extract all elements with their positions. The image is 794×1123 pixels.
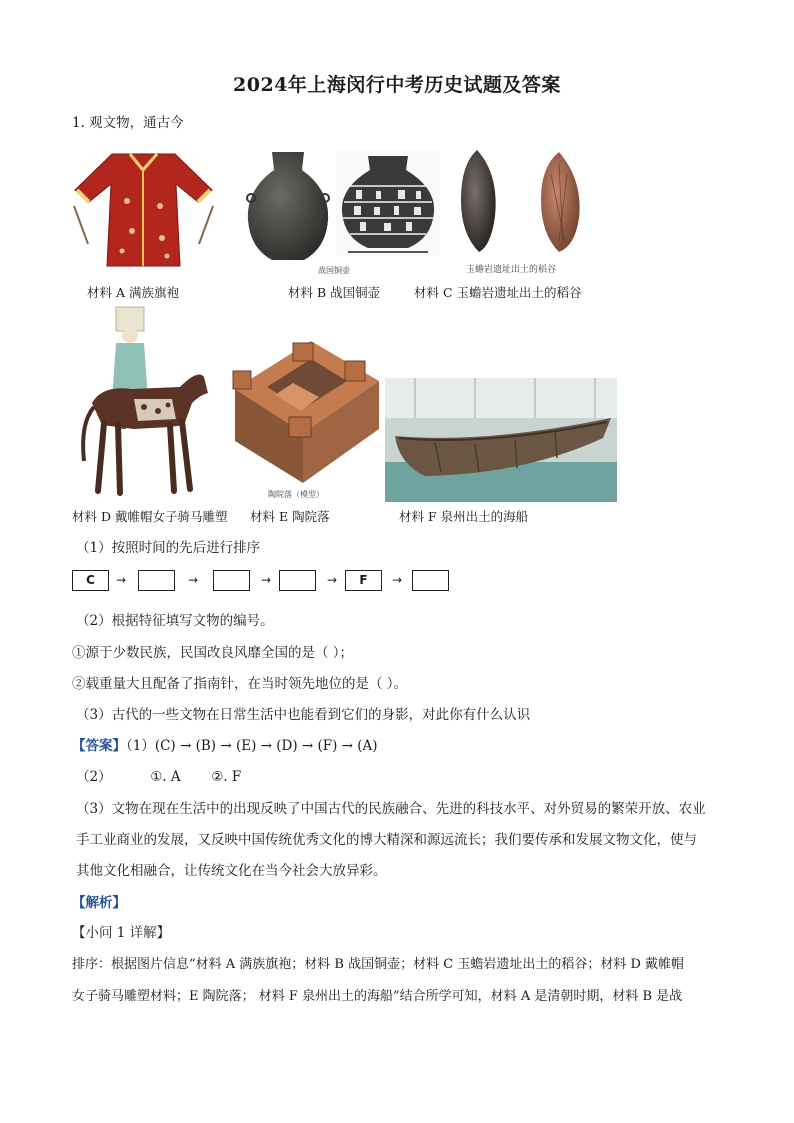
rice-image-caption: 玉蟾岩遗址出土的稻谷 (466, 265, 557, 275)
answer-3-line-3: 其他文化相融合，让传统文化在当今社会大放异彩。 (76, 863, 387, 879)
answer-2-b: ②. F (211, 769, 242, 785)
question-intro: 1. 观文物，通古今 (72, 115, 184, 131)
answer-3-line-1: （3）文物在现在生活中的出现反映了中国古代的民族融合、先进的科技水平、对外贸易的繁荣开放、农业 (76, 801, 706, 817)
answer-label: 【答案】 (72, 738, 126, 754)
material-b-bronze-pot-image (244, 148, 332, 264)
caption-material-b: 材料 B 战国铜壶 (288, 285, 381, 300)
subquestion-1-label: 【小问 1 详解】 (72, 925, 171, 941)
detail-line-1: 排序：根据图片信息“材料 A 满族旗袍；材料 B 战国铜壶；材料 C 玉蟾岩遗址出土的稻谷；材料 D 戴帷帽 (72, 957, 685, 972)
material-c-rice-image (455, 144, 595, 256)
part2-question-1: ①源于少数民族，民国改良风靡全国的是（ ）； (72, 645, 354, 661)
answer-row (72, 734, 378, 754)
material-b-rubbing-image (336, 150, 440, 256)
material-d-horse-rider-image (72, 303, 215, 503)
answer-2-a: ①. A (150, 769, 181, 785)
sequence-box-3[interactable] (213, 570, 250, 591)
answer-2-row (76, 765, 241, 785)
sequence-arrow: → (188, 573, 199, 587)
part2-question-2: ②载重量大且配备了指南针，在当时领先地位的是（ ）。 (72, 676, 408, 692)
answer-3-line-2: 手工业商业的发展，又反映中国传统优秀文化的博大精深和源远流长；我们要传承和发展文物文化，使与 (76, 832, 697, 848)
caption-material-c: 材料 C 玉蟾岩遗址出土的稻谷 (414, 285, 582, 300)
answer-1: （1）(C) → (B) → (E) → (D) → (F) → (A) (126, 738, 378, 754)
sequence-box-1[interactable]: C (72, 570, 109, 591)
part1-prompt: （1）按照时间的先后进行排序 (76, 540, 261, 556)
sequence-arrow: → (116, 573, 127, 587)
material-f-ship-image (385, 378, 617, 502)
detail-line-2: 女子骑马雕塑材料；E 陶院落； 材料 F 泉州出土的海船”结合所学可知，材料 A 是清朝时期，材料 B 是战 (72, 989, 683, 1004)
sequence-box-4[interactable] (279, 570, 316, 591)
material-e-courtyard-image (215, 325, 383, 505)
sequence-arrow: → (392, 573, 403, 587)
caption-material-a: 材料 A 满族旗袍 (87, 285, 179, 300)
courtyard-image-caption: 陶院落（模型） (268, 490, 324, 499)
sequence-box-5[interactable]: F (345, 570, 382, 591)
sequence-arrow: → (327, 573, 338, 587)
part3-prompt: （3）古代的一些文物在日常生活中也能看到它们的身影，对此你有什么认识 (76, 707, 531, 723)
caption-material-e: 材料 E 陶院落 (250, 509, 330, 524)
page-title: 2024年上海闵行中考历史试题及答案 (233, 74, 561, 96)
sequence-box-6[interactable] (412, 570, 449, 591)
answer-2-label: （2） (76, 769, 112, 785)
caption-material-f: 材料 F 泉州出土的海船 (399, 509, 529, 524)
material-a-robe-image (72, 146, 215, 271)
part2-prompt: （2）根据特征填写文物的编号。 (76, 613, 274, 629)
sequence-box-2[interactable] (138, 570, 175, 591)
caption-material-d: 材料 D 戴帷帽女子骑马雕塑 (72, 509, 228, 524)
pot-image-caption: 战国铜壶 (318, 266, 350, 275)
analysis-label: 【解析】 (72, 895, 126, 911)
sequence-arrow: → (261, 573, 272, 587)
